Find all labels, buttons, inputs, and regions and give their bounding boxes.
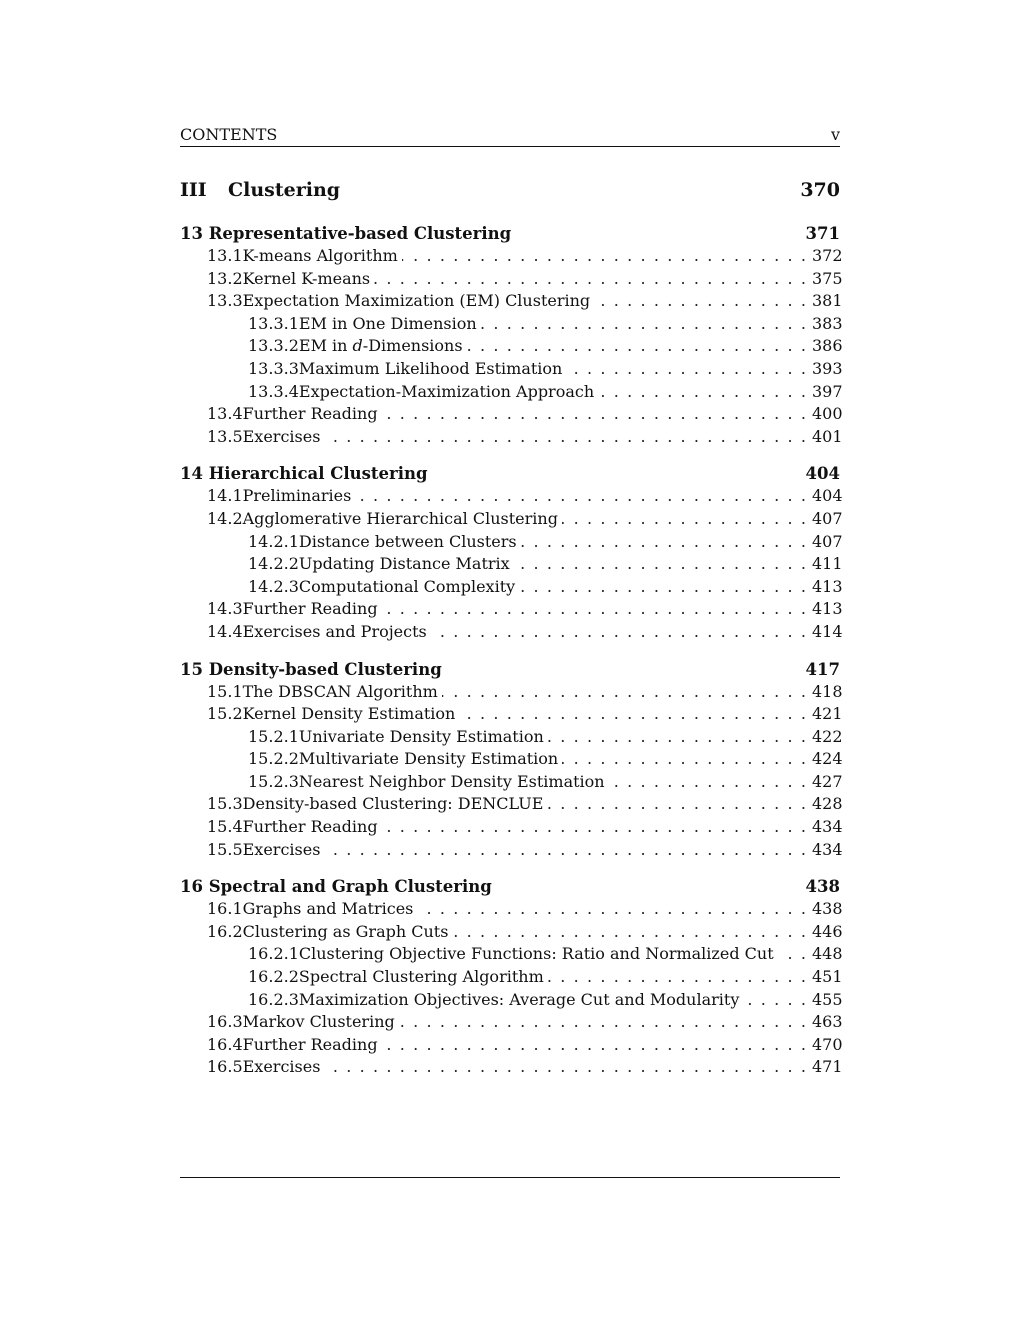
entry-page: 421 [812,704,843,724]
toc-section-entry[interactable] [180,621,843,644]
dot-leader [324,426,806,449]
entry-title: Maximum Likelihood Estimation [298,358,563,378]
dot-leader [382,1034,806,1057]
chapter-list [180,223,843,1079]
entry-page: 434 [812,839,843,859]
toc-subsection-entry[interactable] [180,771,843,794]
part-page: 370 [800,179,840,201]
entry-page: 434 [812,817,843,837]
chapter-title-text: Spectral and Graph Clustering [208,877,492,897]
toc-section-entry[interactable] [180,1011,843,1034]
entry-page: 438 [812,899,843,919]
chapter-number: 15 [180,659,203,679]
entry-title: Multivariate Density Estimation [298,749,559,769]
entry-title: Exercises [242,839,321,859]
entry-page: 448 [812,944,843,964]
entry-title: Further Reading [242,599,378,619]
toc-subsection-entry[interactable] [180,335,843,358]
entry-number: 15.4 [207,817,243,837]
entry-number: 13.4 [207,404,243,424]
entry-number: 16.2 [207,921,243,941]
part-number: III [180,179,207,201]
entry-number: 16.1 [207,899,243,919]
entry-title: Clustering as Graph Cuts [242,921,449,941]
dot-leader [566,358,806,381]
entry-title: Preliminaries [242,486,352,506]
toc-subsection-entry[interactable] [180,381,843,404]
toc-subsection-entry[interactable] [180,553,843,576]
chapter-block [180,223,843,448]
dot-leader [548,726,806,749]
toc-section-entry[interactable] [180,816,843,839]
entry-page: 413 [812,599,843,619]
entry-page: 381 [812,291,843,311]
entry-page: 422 [812,726,843,746]
dot-leader [519,576,806,599]
entry-page: 451 [812,967,843,987]
chapter-title-text: Density-based Clustering [208,659,442,679]
chapter-number: 14 [180,464,203,484]
toc-page [180,124,843,1079]
entry-title: Markov Clustering [242,1012,395,1032]
chapter-block [180,876,843,1079]
part-heading[interactable] [180,177,840,203]
entry-number: 14.2 [207,508,243,528]
dot-leader [743,989,806,1012]
dot-leader [521,531,806,554]
toc-subsection-entry[interactable] [180,313,843,336]
entry-page: 418 [812,681,843,701]
toc-section-entry[interactable] [180,793,843,816]
entry-title: Agglomerative Hierarchical Clustering [242,508,558,528]
entry-title: Exercises [242,1057,321,1077]
chapter-heading[interactable] [180,223,840,245]
chapter-title [180,463,428,485]
toc-section-entry[interactable] [180,245,843,268]
toc-section-entry[interactable] [180,426,843,449]
entry-number: 16.2.1 [248,944,299,964]
entry-number: 14.4 [207,621,243,641]
entry-number: 14.2.2 [248,554,299,574]
dot-leader [594,290,806,313]
entry-number: 14.2.1 [248,531,299,551]
entry-title [299,335,463,358]
toc-section-entry[interactable] [180,268,843,291]
entry-page: 404 [812,486,843,506]
entry-title-italic: d [352,336,363,356]
entry-title: Updating Distance Matrix [298,554,510,574]
entry-number: 13.3.3 [248,358,299,378]
entry-number: 15.3 [207,794,243,814]
part-title: Clustering [228,179,341,201]
entry-number: 13.3.2 [248,336,299,356]
entry-page: 424 [812,749,843,769]
chapter-page: 371 [805,224,840,243]
entry-number: 13.3 [207,291,243,311]
dot-leader [452,921,806,944]
entry-number: 15.2 [207,704,243,724]
toc-section-entry[interactable] [180,839,843,862]
dot-leader [547,793,806,816]
entry-title: Maximization Objectives: Average Cut and Modularity [298,989,740,1009]
entry-page: 471 [812,1057,843,1077]
entry-number: 13.1 [207,246,243,265]
entry-title-part: -Dimensions [362,336,463,356]
chapter-heading[interactable] [180,463,840,485]
entry-title: EM in One Dimension [298,313,477,333]
entry-number: 14.1 [207,486,243,506]
entry-page: 428 [812,794,843,814]
entry-number: 13.5 [207,426,243,446]
dot-leader [562,748,806,771]
entry-title: Kernel Density Estimation [242,704,456,724]
dot-leader [442,681,806,704]
entry-title: Further Reading [242,404,378,424]
chapter-block [180,659,843,862]
entry-title: Graphs and Matrices [242,899,414,919]
entry-number: 15.5 [207,839,243,859]
dot-leader [548,966,806,989]
toc-section-entry[interactable] [180,1056,843,1079]
chapter-page: 438 [805,877,840,897]
dot-leader [467,335,806,358]
entry-number: 13.2 [207,268,243,288]
entry-title: Density-based Clustering: DENCLUE [242,794,544,814]
entry-title-part: EM in [298,336,353,356]
entry-title: Nearest Neighbor Density Estimation [298,771,605,791]
page-number: v [830,125,840,144]
entry-page: 407 [812,508,843,528]
entry-number: 13.3.4 [248,381,299,401]
dot-leader [481,313,806,336]
chapter-page: 417 [805,659,840,679]
dot-leader [374,268,806,291]
dot-leader [609,771,806,794]
toc-subsection-entry[interactable] [180,576,843,599]
entry-page: 383 [812,313,843,333]
entry-title: Further Reading [242,1034,378,1054]
toc-section-entry[interactable] [180,290,843,313]
entry-page: 470 [812,1034,843,1054]
entry-number: 13.3.1 [248,313,299,333]
entry-title: The DBSCAN Algorithm [242,681,438,701]
toc-section-entry[interactable] [180,921,843,944]
toc-subsection-entry[interactable] [180,943,843,966]
chapter-number: 13 [180,224,203,243]
chapter-title-text: Hierarchical Clustering [208,464,428,484]
running-head-title: CONTENTS [180,125,278,144]
dot-leader [417,898,806,921]
entry-number: 16.4 [207,1034,243,1054]
entry-page: 400 [812,404,843,424]
entry-title: K-means Algorithm [242,246,398,265]
dot-leader [382,403,806,426]
entry-title: Exercises [242,426,321,446]
entry-title: Further Reading [242,817,378,837]
dot-leader [514,553,806,576]
toc-section-entry[interactable] [180,598,843,621]
entry-page: 446 [812,921,843,941]
chapter-heading[interactable] [180,659,840,681]
entry-page: 463 [812,1012,843,1032]
toc-subsection-entry[interactable] [180,531,843,554]
toc-section-entry[interactable] [180,485,843,508]
dot-leader [562,508,806,531]
entry-number: 16.3 [207,1012,243,1032]
dot-leader [459,703,806,726]
chapter-title [180,223,511,245]
entry-page: 372 [812,246,843,265]
entry-title: Exercises and Projects [242,621,427,641]
entry-number: 15.2.2 [248,749,299,769]
chapter-title [180,876,492,898]
entry-number: 16.5 [207,1057,243,1077]
entry-number: 15.2.3 [248,771,299,791]
entry-title: Expectation Maximization (EM) Clustering [242,291,591,311]
entry-title: Spectral Clustering Algorithm [298,967,544,987]
chapter-heading[interactable] [180,876,840,898]
dot-leader [324,1056,806,1079]
dot-leader [431,621,806,644]
toc-subsection-entry[interactable] [180,358,843,381]
entry-page: 375 [812,268,843,288]
toc-section-entry[interactable] [180,1034,843,1057]
toc-subsection-entry[interactable] [180,748,843,771]
chapter-title [180,659,442,681]
entry-title: Distance between Clusters [298,531,517,551]
dot-leader [402,245,806,268]
entry-title: Clustering Objective Functions: Ratio and Normalized Cut [298,944,774,964]
entry-number: 14.3 [207,599,243,619]
dot-leader [598,381,806,404]
entry-title: Expectation-Maximization Approach [298,381,595,401]
chapter-page: 404 [805,464,840,484]
chapter-number: 16 [180,877,203,897]
toc-subsection-entry[interactable] [180,989,843,1012]
toc-section-entry[interactable] [180,703,843,726]
toc-subsection-entry[interactable] [180,966,843,989]
entry-page: 401 [812,426,843,446]
toc-section-entry[interactable] [180,403,843,426]
entry-number: 16.2.2 [248,967,299,987]
entry-title: Kernel K-means [242,268,371,288]
dot-leader [778,943,806,966]
entry-page: 397 [812,381,843,401]
dot-leader [382,816,806,839]
running-head [180,124,840,147]
entry-title: Univariate Density Estimation [298,726,544,746]
entry-title: Computational Complexity [298,576,516,596]
entry-number: 15.1 [207,681,243,701]
entry-page: 393 [812,358,843,378]
entry-page: 427 [812,771,843,791]
entry-page: 407 [812,531,843,551]
toc-section-entry[interactable] [180,681,843,704]
dot-leader [324,839,806,862]
entry-number: 15.2.1 [248,726,299,746]
entry-number: 16.2.3 [248,989,299,1009]
dot-leader [382,598,806,621]
entry-number: 14.2.3 [248,576,299,596]
toc-subsection-entry[interactable] [180,726,843,749]
entry-page: 413 [812,576,843,596]
chapter-title-text: Representative-based Clustering [208,224,512,243]
toc-section-entry[interactable] [180,508,843,531]
toc-section-entry[interactable] [180,898,843,921]
entry-page: 411 [812,554,843,574]
dot-leader [355,485,806,508]
dot-leader [399,1011,806,1034]
entry-page: 414 [812,621,843,641]
footer-rule [180,1177,840,1178]
entry-page: 455 [812,989,843,1009]
chapter-block [180,463,843,643]
entry-page: 386 [812,336,843,356]
